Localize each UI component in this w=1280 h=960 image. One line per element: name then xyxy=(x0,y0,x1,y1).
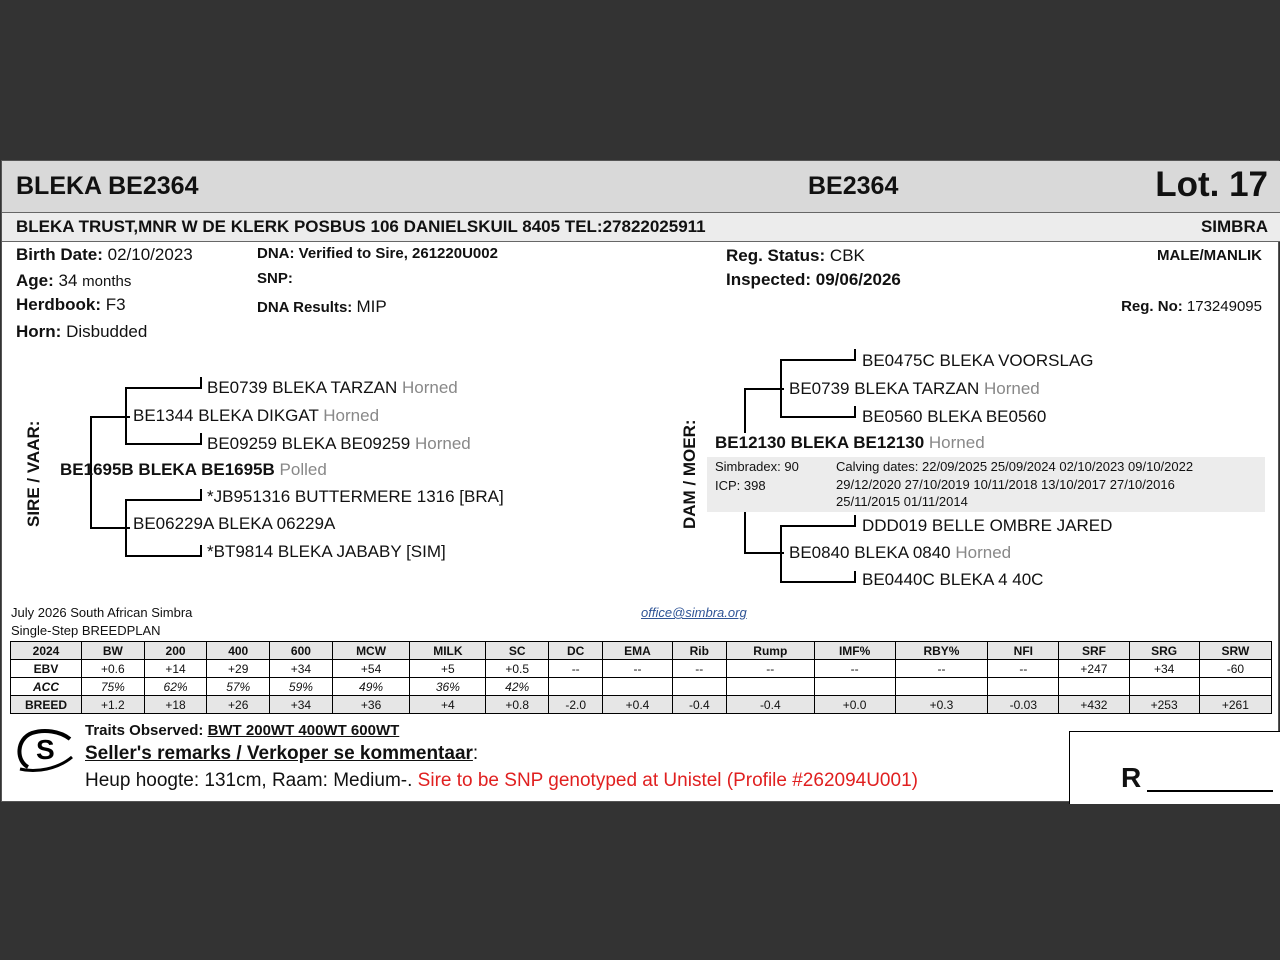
ebv-cell: +0.3 xyxy=(895,696,988,714)
sire-branch-line xyxy=(90,416,130,418)
ebv-row-breed xyxy=(11,696,1272,714)
dam-sire-dam: BE0560 BLEKA BE0560 xyxy=(862,407,1047,426)
horn-label: Horn: xyxy=(16,322,62,341)
ebv-column-header: 400 xyxy=(207,642,270,660)
breed-label: SIMBRA xyxy=(1200,217,1268,236)
inspected xyxy=(726,270,901,290)
ebv-cell: +0.0 xyxy=(814,696,895,714)
svg-text:S: S xyxy=(36,734,55,765)
dam-main-name: BE12130 BLEKA BE12130 xyxy=(715,433,925,452)
ebv-header-row xyxy=(11,642,1272,660)
dam-upper-bracket xyxy=(744,388,746,433)
ebv-cell: +0.4 xyxy=(603,696,672,714)
ebv-column-header: MILK xyxy=(410,642,486,660)
birth-date-label: Birth Date: xyxy=(16,245,103,264)
ebv-column-header: 600 xyxy=(270,642,333,660)
reg-status-label: Reg. Status: xyxy=(726,246,826,265)
ebv-column-header: SC xyxy=(486,642,549,660)
ebv-cell: +0.5 xyxy=(486,660,549,678)
ebv-column-header: SRW xyxy=(1199,642,1271,660)
sire-sire-tick xyxy=(200,377,202,389)
dam-dam-dam: BE0440C BLEKA 4 40C xyxy=(862,570,1044,589)
ebv-row-label: ACC xyxy=(11,678,82,696)
inspected-value: 09/06/2026 xyxy=(815,270,901,289)
calving-dates-1: Calving dates: 22/09/2025 25/09/2024 02/10/2023 09/10/2022 xyxy=(836,459,1194,474)
ebv-cell: -- xyxy=(672,660,726,678)
ebv-cell: 57% xyxy=(207,678,270,696)
ebv-cell: 75% xyxy=(82,678,145,696)
ebv-cell: +1.2 xyxy=(82,696,145,714)
ebv-cell: -0.03 xyxy=(988,696,1059,714)
dna-results-label: DNA Results: xyxy=(257,299,353,316)
ebv-cell: +29 xyxy=(207,660,270,678)
calving-dates-3: 25/11/2015 01/11/2014 xyxy=(836,494,968,509)
ebv-row-acc xyxy=(11,678,1272,696)
sire-dam-parent: BE06229A BLEKA 06229A xyxy=(133,514,336,533)
breedplan-line-2: Single-Step BREEDPLAN xyxy=(11,623,161,638)
ebv-cell: +18 xyxy=(144,696,207,714)
sire-dam-tick xyxy=(200,433,202,445)
dam-dam-sire: DDD019 BELLE OMBRE JARED xyxy=(862,516,1113,535)
ebv-cell: -0.4 xyxy=(726,696,814,714)
reg-status-value: CBK xyxy=(829,246,865,265)
reg-no-label: Reg. No: xyxy=(1121,298,1183,315)
ebv-cell: -- xyxy=(549,660,603,678)
ebv-cell: -- xyxy=(603,660,672,678)
ebv-cell: 36% xyxy=(410,678,486,696)
ebv-column-header: SRF xyxy=(1059,642,1129,660)
ebv-cell: +253 xyxy=(1129,696,1199,714)
ebv-cell: +14 xyxy=(144,660,207,678)
price-label: R xyxy=(1121,762,1142,793)
traits-observed xyxy=(85,722,399,739)
ebv-column-header: RBY% xyxy=(895,642,988,660)
sire-dam-name: BE09259 BLEKA BE09259 xyxy=(207,434,411,453)
price-line[interactable] xyxy=(1147,790,1273,792)
traits-value: BWT 200WT 400WT 600WT xyxy=(207,722,400,739)
ebv-column-header: MCW xyxy=(332,642,410,660)
dam-side-bracket xyxy=(125,499,127,555)
ebv-cell xyxy=(549,678,603,696)
ebv-column-header: BW xyxy=(82,642,145,660)
breedplan-line-1: July 2026 South African Simbra xyxy=(11,605,193,620)
horn xyxy=(16,322,147,342)
dna-results-value: MIP xyxy=(356,297,387,316)
dam-sire-sire-line xyxy=(780,359,855,361)
ebv-row-label: EBV xyxy=(11,660,82,678)
ebv-cell: +34 xyxy=(270,696,333,714)
ebv-cell: +261 xyxy=(1199,696,1271,714)
sire-sire-status: Horned xyxy=(401,378,458,397)
ebv-cell: +34 xyxy=(1129,660,1199,678)
sire-main-name: BE1695B BLEKA BE1695B xyxy=(60,460,275,479)
animal-name: BLEKA BE2364 xyxy=(16,172,199,200)
title-bar xyxy=(2,161,1280,213)
dam-upper-branch xyxy=(744,388,784,390)
dam-sire-name: BE0739 BLEKA TARZAN xyxy=(789,379,980,398)
ebv-column-header: 200 xyxy=(144,642,207,660)
traits-label: Traits Observed: xyxy=(85,722,204,739)
horn-value: Disbudded xyxy=(66,322,148,341)
ebv-cell xyxy=(1199,678,1271,696)
ebv-column-header: Rib xyxy=(672,642,726,660)
ebv-cell xyxy=(988,678,1059,696)
owner-bar xyxy=(2,213,1280,242)
sire-status: Horned xyxy=(323,406,380,425)
dam-main-status: Horned xyxy=(928,433,985,452)
dam-dam-dam-line xyxy=(780,581,855,583)
dam-sire xyxy=(789,379,1040,399)
ebv-cell: 62% xyxy=(144,678,207,696)
simbra-logo-icon xyxy=(14,727,76,773)
ebv-cell: +54 xyxy=(332,660,410,678)
dam-dam xyxy=(789,543,1011,563)
ebv-cell: -- xyxy=(814,660,895,678)
dam-sire-sire: BE0475C BLEKA VOORSLAG xyxy=(862,351,1094,370)
dam-dam-line xyxy=(125,555,201,557)
ebv-cell: +34 xyxy=(270,660,333,678)
ebv-cell: +432 xyxy=(1059,696,1129,714)
ebv-cell xyxy=(1059,678,1129,696)
owner-line: BLEKA TRUST,MNR W DE KLERK POSBUS 106 DANIELSKUIL 8405 TEL:27822025911 xyxy=(16,217,706,236)
ebv-column-header: IMF% xyxy=(814,642,895,660)
dam-main xyxy=(715,433,985,453)
sire-dam-sire: *JB951316 BUTTERMERE 1316 [BRA] xyxy=(207,487,504,506)
ebv-cell: +36 xyxy=(332,696,410,714)
remarks-colon: : xyxy=(472,743,479,764)
ebv-cell xyxy=(895,678,988,696)
dam-sire-bracket xyxy=(780,359,782,417)
lot-card xyxy=(1,160,1279,802)
ebv-cell xyxy=(672,678,726,696)
seller-remarks xyxy=(85,770,918,792)
herdbook xyxy=(16,295,126,315)
ebv-cell xyxy=(814,678,895,696)
simbradex: Simbradex: 90 xyxy=(715,459,799,474)
age xyxy=(16,271,131,291)
sire-dam-status: Horned xyxy=(414,434,471,453)
ebv-row-label: BREED xyxy=(11,696,82,714)
ebv-cell: -60 xyxy=(1199,660,1271,678)
ebv-cell: -- xyxy=(726,660,814,678)
sire-main-status: Polled xyxy=(279,460,327,479)
reg-no-value: 173249095 xyxy=(1186,298,1262,315)
dam-dam-name: BE0840 BLEKA 0840 xyxy=(789,543,951,562)
dam-dam-sire-tick xyxy=(854,515,856,527)
ebv-year-cell: 2024 xyxy=(11,642,82,660)
ebv-cell xyxy=(726,678,814,696)
age-unit: months xyxy=(82,273,132,290)
ebv-cell xyxy=(1129,678,1199,696)
sire-sire xyxy=(207,378,458,398)
calving-dates-2: 29/12/2020 27/10/2019 10/11/2018 13/10/2017 27/10/2016 xyxy=(836,477,1175,492)
dam-branch-line xyxy=(90,527,130,529)
ebv-column-header: EMA xyxy=(603,642,672,660)
dam-sire-sire-tick xyxy=(854,349,856,361)
ebv-cell: -- xyxy=(988,660,1059,678)
sex: MALE/MANLIK xyxy=(1157,247,1262,264)
ebv-cell: +5 xyxy=(410,660,486,678)
animal-id: BE2364 xyxy=(808,172,899,200)
ebv-cell: -2.0 xyxy=(549,696,603,714)
sire-dam-line xyxy=(125,443,201,445)
herdbook-label: Herdbook: xyxy=(16,295,101,314)
birth-date xyxy=(16,245,193,265)
age-label: Age: xyxy=(16,271,54,290)
remarks-red-text: Sire to be SNP genotyped at Unistel (Profile #262094U001) xyxy=(417,770,918,791)
ebv-table xyxy=(10,641,1272,714)
ebv-cell: +4 xyxy=(410,696,486,714)
sire-sire-parent xyxy=(133,406,379,426)
sire-dam xyxy=(207,434,471,454)
sire-sire-line xyxy=(125,387,201,389)
sire-name: BE1344 BLEKA DIKGAT xyxy=(133,406,319,425)
price-box xyxy=(1069,731,1280,804)
sire-main xyxy=(60,460,327,480)
ebv-row-ebv xyxy=(11,660,1272,678)
dam-dam-tick xyxy=(200,545,202,557)
herdbook-value: F3 xyxy=(105,295,126,314)
ebv-cell: 59% xyxy=(270,678,333,696)
ebv-cell: +26 xyxy=(207,696,270,714)
dam-sire-line xyxy=(125,499,201,501)
dam-lower-branch xyxy=(744,552,784,554)
ebv-column-header: Rump xyxy=(726,642,814,660)
dam-dam-bracket xyxy=(780,525,782,581)
sire-sire-bracket xyxy=(125,387,127,443)
sire-sire-name: BE0739 BLEKA TARZAN xyxy=(207,378,398,397)
dna-results xyxy=(257,297,387,317)
dam-sire-dam-tick xyxy=(854,406,856,418)
ebv-cell: 49% xyxy=(332,678,410,696)
sire-side-label: SIRE / VAAR: xyxy=(24,420,43,527)
dam-side-label: DAM / MOER: xyxy=(680,419,699,529)
dam-dam-status: Horned xyxy=(955,543,1012,562)
inspected-label: Inspected: xyxy=(726,270,812,289)
snp-label: SNP: xyxy=(257,270,293,287)
ebv-cell xyxy=(603,678,672,696)
dam-dam-dam-tick xyxy=(854,571,856,583)
dam-sire-dam-line xyxy=(780,416,855,418)
dam-dam-sire-line xyxy=(780,525,855,527)
ebv-cell: -- xyxy=(895,660,988,678)
dam-info-box xyxy=(707,457,1265,512)
ebv-column-header: DC xyxy=(549,642,603,660)
reg-status xyxy=(726,246,865,266)
icp: ICP: 398 xyxy=(715,478,766,493)
ebv-column-header: SRG xyxy=(1129,642,1199,660)
ebv-cell: 42% xyxy=(486,678,549,696)
ebv-cell: +0.6 xyxy=(82,660,145,678)
ebv-column-header: NFI xyxy=(988,642,1059,660)
email-link[interactable]: office@simbra.org xyxy=(641,605,747,620)
dam-sire-status: Horned xyxy=(983,379,1040,398)
ebv-cell: -0.4 xyxy=(672,696,726,714)
remarks-label: Seller's remarks / Verkoper se kommentaar xyxy=(85,743,473,764)
age-value: 34 xyxy=(58,271,78,290)
dam-sire-tick xyxy=(200,489,202,501)
dam-lower-bracket xyxy=(744,511,746,553)
lot-number: Lot. 17 xyxy=(1155,165,1268,204)
seller-remarks-heading xyxy=(85,743,478,765)
birth-date-value: 02/10/2023 xyxy=(107,245,193,264)
sire-dam-dam: *BT9814 BLEKA JABABY [SIM] xyxy=(207,542,446,561)
ebv-cell: +0.8 xyxy=(486,696,549,714)
ebv-cell: +247 xyxy=(1059,660,1129,678)
remarks-text: Heup hoogte: 131cm, Raam: Medium-. xyxy=(85,770,418,791)
reg-no xyxy=(1121,298,1262,315)
dna-line: DNA: Verified to Sire, 261220U002 xyxy=(257,245,498,262)
